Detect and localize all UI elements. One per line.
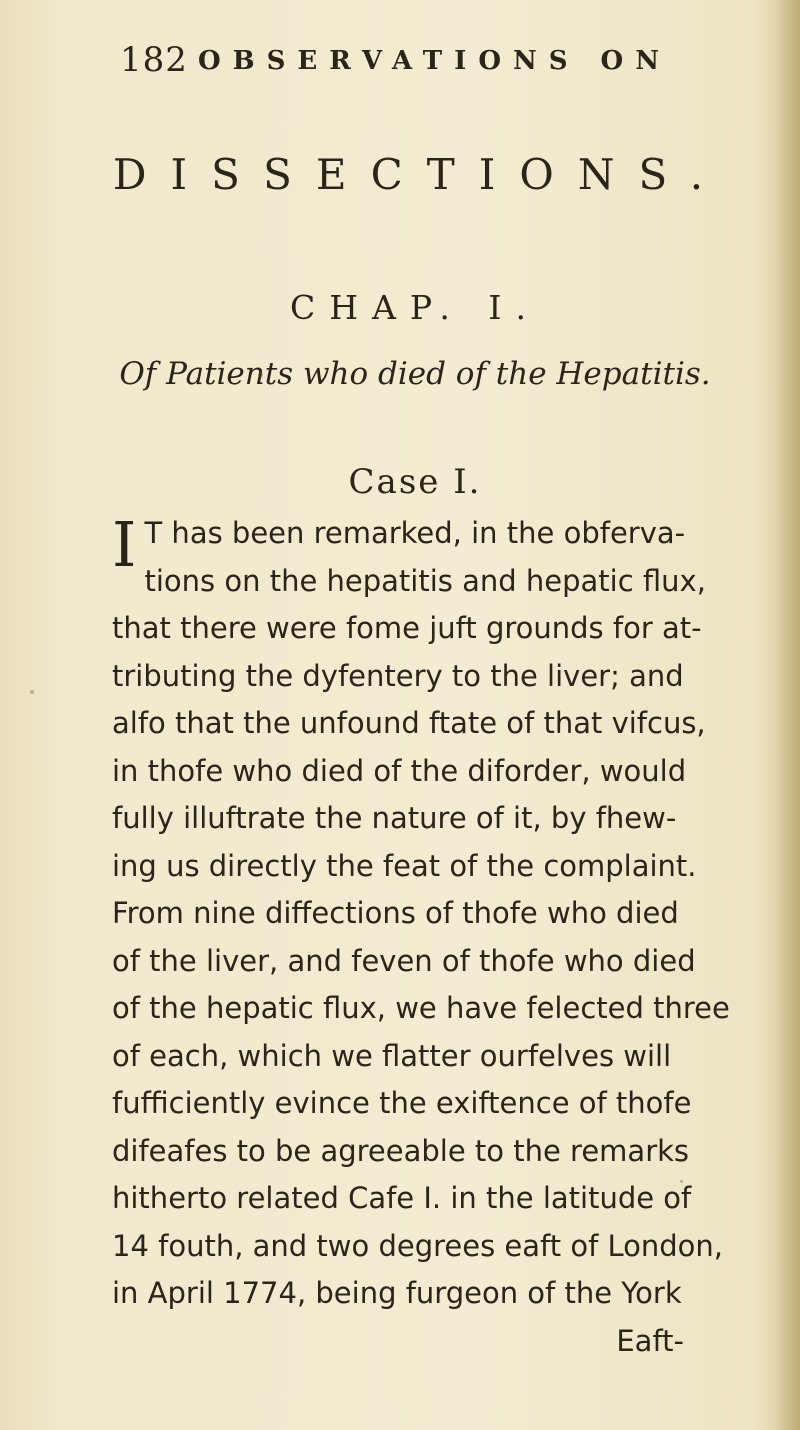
running-head: OBSERVATIONS ON <box>198 46 671 76</box>
chapter-heading: CHAP. I. <box>290 288 540 327</box>
page-header <box>120 40 680 90</box>
body-line: fufficiently evince the exiftence of thofe <box>112 1086 692 1120</box>
body-line: of each, which we flatter ourfelves will <box>112 1038 672 1073</box>
body-line: ing us directly the feat of the complaint. <box>112 848 697 883</box>
body-line: in thofe who died of the diforder, would <box>112 753 687 788</box>
body-line: tions on the hepatitis and hepatic flux, <box>144 563 706 598</box>
page-number: 182 <box>120 40 188 80</box>
body-line: alfo that the unfound ftate of that vifcus, <box>112 706 706 740</box>
body-line: of the liver, and feven of thofe who died <box>112 943 696 978</box>
body-line: T has been remarked, in the obferva- <box>144 516 686 550</box>
body-line: 14 fouth, and two degrees eaft of London, <box>112 1228 724 1263</box>
body-line: difeafes to be agreeable to the remarks <box>112 1133 690 1168</box>
drop-cap: I <box>112 508 137 581</box>
body-line: From nine diffections of thofe who died <box>112 896 679 930</box>
body-line: of the hepatic flux, we have felected three <box>112 991 730 1025</box>
section-title: DISSECTIONS. <box>112 150 728 199</box>
body-line: fully illuftrate the nature of it, by fhew- <box>112 801 677 835</box>
body-text <box>112 508 730 1365</box>
case-heading: Case I. <box>348 462 482 502</box>
catchword: Eaft- <box>616 1323 684 1358</box>
body-line: in April 1774, being furgeon of the York <box>112 1276 682 1310</box>
page-edge-shadow <box>774 0 800 1430</box>
paper-speck <box>680 1180 683 1183</box>
body-line: hitherto related Cafe I. in the latitude of <box>112 1181 692 1215</box>
body-line: tributing the dyfentery to the liver; and <box>112 658 684 693</box>
paper-speck <box>30 690 34 694</box>
paper-speck <box>258 372 263 378</box>
chapter-subtitle: Of Patients who died of the Hepatitis. <box>119 356 711 392</box>
body-line: that there were fome juft grounds for at- <box>112 611 702 645</box>
